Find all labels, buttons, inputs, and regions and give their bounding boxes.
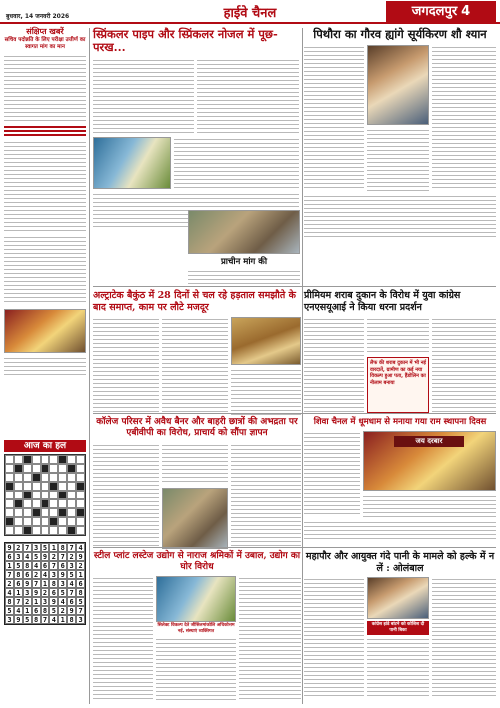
s5-headline: प्रीमियम शराब दुकान के विरोध में युवा कांग्रेस एनएसयूआई ने किया धरना प्रदर्शन xyxy=(304,290,461,313)
brief-text-1 xyxy=(4,54,86,122)
s4-photo xyxy=(231,317,301,365)
sudoku-cell: 4 xyxy=(32,561,41,570)
s7-photo xyxy=(363,431,496,491)
sudoku-cell: 7 xyxy=(5,570,14,579)
sudoku-cell: 5 xyxy=(58,588,67,597)
s6-text-b xyxy=(162,443,228,485)
s6-photo xyxy=(162,488,228,549)
sudoku-cell: 6 xyxy=(76,579,85,588)
sudoku-cell: 9 xyxy=(49,597,58,606)
s8-photo-caption: सिलेक्ट विकल्प देते जीसिलमांकोलि अधिकोत्तम नई, संस्थाएं व्यक्तिगत xyxy=(157,623,235,634)
story-abvp xyxy=(93,417,301,549)
s1-text-b xyxy=(197,58,299,134)
sudoku-cell: 1 xyxy=(41,579,50,588)
sudoku-cell: 5 xyxy=(5,606,14,615)
sudoku-cell: 3 xyxy=(32,543,41,552)
sudoku-cell: 6 xyxy=(67,597,76,606)
s8-text-b xyxy=(156,637,236,703)
s9-photo xyxy=(367,577,429,619)
sudoku-cell: 5 xyxy=(76,597,85,606)
sudoku-cell: 1 xyxy=(58,615,67,624)
sudoku-cell: 7 xyxy=(58,552,67,561)
sudoku-cell: 9 xyxy=(76,552,85,561)
story-shiva-channel xyxy=(304,417,496,540)
sudoku-cell: 7 xyxy=(41,615,50,624)
sudoku-cell: 8 xyxy=(5,597,14,606)
brief-title: संक्षिप्त खबरें xyxy=(4,28,86,36)
s1-headline: स्प्रिंकलर पाइप और स्प्रिंकलर नोजल में पूछ-परख... xyxy=(93,27,278,54)
s5-quote: लैफ की शराब दुकान में भी नई वारदातें, ग्रामीण का कई नया विकल्प हुआ पता, हैंडोलिन का नीलाम बनाया xyxy=(367,357,429,413)
sudoku-cell: 2 xyxy=(41,588,50,597)
edition-city-name: जगदलपुर xyxy=(411,4,458,19)
sudoku-cell: 2 xyxy=(32,570,41,579)
sudoku-cell: 7 xyxy=(67,543,76,552)
s5-text-a xyxy=(304,317,364,415)
left-column xyxy=(4,28,86,378)
puzzle-title: आज का हल xyxy=(4,440,86,452)
sudoku-cell: 8 xyxy=(14,570,23,579)
s7-text-b xyxy=(363,494,496,517)
sudoku-cell: 3 xyxy=(76,615,85,624)
page-number: 4 xyxy=(461,4,471,19)
sudoku-cell: 6 xyxy=(23,570,32,579)
s4-headline: अल्ट्राटेक बैकुंठ में 28 दिनों से चल रहे हड़ताल समझौते के बाद समाप्त, काम पर लौटे मजदूर xyxy=(93,290,296,313)
sudoku-grid xyxy=(4,542,86,625)
sudoku-cell: 4 xyxy=(58,597,67,606)
sudoku-cell: 9 xyxy=(14,615,23,624)
sudoku-cell: 4 xyxy=(67,579,76,588)
sudoku-cell: 8 xyxy=(23,561,32,570)
s8-photo xyxy=(156,576,236,622)
s6-text-a xyxy=(93,443,159,549)
sudoku-cell: 2 xyxy=(76,561,85,570)
s2-photo xyxy=(367,45,429,125)
s3-text xyxy=(188,269,300,287)
sudoku-cell: 4 xyxy=(14,606,23,615)
sudoku-cell: 4 xyxy=(49,615,58,624)
sudoku-cell: 5 xyxy=(41,543,50,552)
sudoku-cell: 9 xyxy=(67,606,76,615)
s6-headline: कॉलेज परिसर में अवैध बैनर और बाहरी छात्रों की अभद्रता पर एबीवीपी का विरोध, प्राचार्य को सौंपा ज्ञापन xyxy=(96,417,298,438)
s2-text-b xyxy=(367,128,429,191)
s4-text-c xyxy=(231,368,301,415)
s8-text-c xyxy=(239,576,301,702)
story-liquor xyxy=(304,290,496,415)
sudoku-cell: 1 xyxy=(5,561,14,570)
issue-date: बुधवार, 14 जनवरी 2026 xyxy=(6,13,70,20)
s7-banner: जय दरबार xyxy=(394,436,464,447)
sudoku-cell: 8 xyxy=(49,579,58,588)
sudoku-cell: 5 xyxy=(49,606,58,615)
s2-headline: पिथौरा का गौरव ह्यांगे सूर्यकिरण शौ श्यान xyxy=(313,27,487,41)
sudoku-cell: 8 xyxy=(32,615,41,624)
s3-headline: प्राचीन मांग की xyxy=(220,257,268,267)
sudoku-cell: 7 xyxy=(32,579,41,588)
sudoku-cell: 7 xyxy=(49,561,58,570)
sudoku-cell: 1 xyxy=(23,606,32,615)
s9-headline: महापौर और आयुक्त गंदे पानी के मामले को हल्के में न लें : ओलंबाल xyxy=(305,551,495,574)
sudoku-cell: 3 xyxy=(23,588,32,597)
s2-text-d xyxy=(304,194,496,238)
sudoku-cell: 6 xyxy=(49,588,58,597)
page-header xyxy=(0,0,500,24)
story-sprinkler xyxy=(93,28,299,228)
s9-text-b xyxy=(367,637,429,699)
s7-headline: शिवा चैनल में धूमधाम से मनाया गया राम स्थापना दिवस xyxy=(313,417,487,427)
sudoku-cell: 3 xyxy=(14,552,23,561)
sudoku-cell: 2 xyxy=(58,606,67,615)
sudoku-cell: 4 xyxy=(76,543,85,552)
s8-text-a xyxy=(93,576,153,702)
sudoku-cell: 6 xyxy=(5,552,14,561)
sudoku-cell: 8 xyxy=(76,588,85,597)
puzzle-box xyxy=(4,440,86,625)
sudoku-cell: 5 xyxy=(32,552,41,561)
sudoku-cell: 1 xyxy=(49,543,58,552)
sudoku-cell: 2 xyxy=(5,579,14,588)
sudoku-cell: 7 xyxy=(76,606,85,615)
sudoku-cell: 4 xyxy=(41,570,50,579)
s6-text-c xyxy=(231,443,301,549)
s2-text-c xyxy=(432,45,496,191)
sudoku-cell: 8 xyxy=(67,615,76,624)
sudoku-cell: 1 xyxy=(32,597,41,606)
brief-photo xyxy=(4,309,86,353)
paper-title: हाईवे चैनल xyxy=(223,6,277,21)
story-ancient xyxy=(188,210,300,287)
story-steel-plant xyxy=(93,551,301,703)
brief-sub-heading-2 xyxy=(4,125,86,137)
sudoku-cell: 1 xyxy=(14,588,23,597)
sudoku-cell: 2 xyxy=(49,552,58,561)
s4-text-b xyxy=(162,317,228,415)
sudoku-cell: 5 xyxy=(67,570,76,579)
sudoku-cell: 7 xyxy=(23,543,32,552)
story-pithora xyxy=(304,28,496,238)
sudoku-cell: 8 xyxy=(41,606,50,615)
sudoku-cell: 9 xyxy=(32,588,41,597)
sudoku-cell: 9 xyxy=(5,543,14,552)
sudoku-cell: 9 xyxy=(58,570,67,579)
s4-text-a xyxy=(93,317,159,415)
s5-text-b xyxy=(367,317,429,355)
sudoku-cell: 1 xyxy=(76,570,85,579)
s1-photo xyxy=(93,137,171,189)
brief-text-4 xyxy=(4,356,86,378)
s8-headline: स्टील प्लांट लस्टेज उद्योग से नाराज श्रमिकों में उबाल, उद्योग का घोर विरोध xyxy=(93,551,301,572)
s1-text-a xyxy=(93,58,194,134)
sudoku-cell: 5 xyxy=(14,561,23,570)
sudoku-cell: 7 xyxy=(67,588,76,597)
sudoku-cell: 3 xyxy=(49,570,58,579)
sudoku-cell: 2 xyxy=(67,552,76,561)
sudoku-cell: 3 xyxy=(5,615,14,624)
sudoku-cell: 3 xyxy=(67,561,76,570)
sudoku-cell: 3 xyxy=(58,579,67,588)
s9-text-a xyxy=(304,577,364,699)
sudoku-cell: 6 xyxy=(58,561,67,570)
sudoku-cell: 2 xyxy=(23,597,32,606)
sudoku-cell: 6 xyxy=(14,579,23,588)
story-ultratech xyxy=(93,290,301,415)
s5-text-c xyxy=(432,317,496,415)
sudoku-cell: 8 xyxy=(58,543,67,552)
sudoku-cell: 6 xyxy=(41,561,50,570)
s2-text-a xyxy=(304,45,364,191)
s3-photo xyxy=(188,210,300,254)
brief-text-3 xyxy=(4,235,86,305)
brief-subtitle: सचिव पदोन्नति के लिए परीक्षा उत्तीर्ण का स्वागत मांग का मान xyxy=(4,37,86,50)
sudoku-cell: 5 xyxy=(23,615,32,624)
sudoku-cell: 9 xyxy=(23,579,32,588)
s7-text-a xyxy=(304,431,360,517)
crossword-grid xyxy=(4,454,86,536)
s9-caption: कांग्रेस झंडे बांटने को कोशिश दी पानी बिका xyxy=(367,621,429,635)
sudoku-cell: 7 xyxy=(14,597,23,606)
sudoku-cell: 4 xyxy=(23,552,32,561)
s1-text-c xyxy=(174,137,299,189)
brief-text-2 xyxy=(4,140,86,232)
sudoku-cell: 6 xyxy=(32,606,41,615)
s9-text-c xyxy=(432,577,496,699)
story-dirty-water xyxy=(304,551,496,699)
s7-text-c xyxy=(304,520,496,540)
sudoku-cell: 9 xyxy=(41,552,50,561)
sudoku-cell: 3 xyxy=(41,597,50,606)
sudoku-cell: 4 xyxy=(5,588,14,597)
sudoku-cell: 2 xyxy=(14,543,23,552)
edition-city xyxy=(386,1,496,23)
